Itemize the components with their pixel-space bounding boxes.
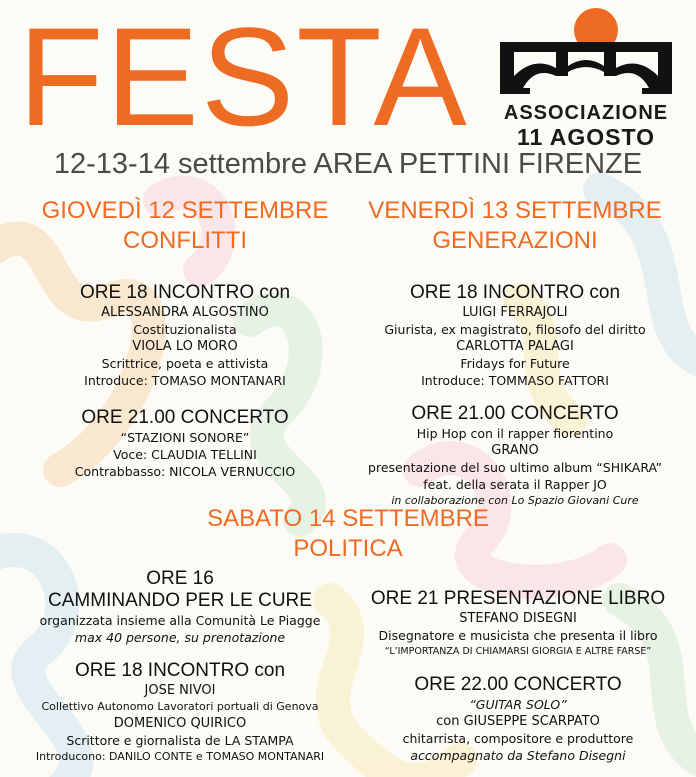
thursday-event2-line: Contrabbasso: NICOLA VERNUCCIO — [74, 464, 296, 479]
friday-column — [350, 196, 680, 509]
saturday-event4-line: con GIUSEPPE SCARPATO — [436, 714, 600, 729]
saturday-event2-line: DOMENICO QUIRICO — [113, 716, 247, 731]
saturday-event2-line: Collettivo Autonomo Lavoratori portuali di Genova — [41, 700, 319, 713]
thursday-event1-line: Introduce: TOMASO MONTANARI — [84, 373, 286, 388]
thursday-event1-line: Costituzionalista — [133, 322, 237, 337]
saturday-event2-line: Introducono: DANILO CONTE e TOMASO MONTANARI — [35, 750, 325, 763]
saturday-event4-line: accompagnato da Stefano Disegni — [410, 748, 626, 763]
saturday-heading — [0, 504, 696, 564]
saturday-left-column — [10, 568, 350, 765]
friday-event2-line: GRANO — [491, 443, 539, 458]
saturday-event2-line: JOSE NIVOI — [144, 683, 216, 698]
saturday-event2-head: ORE 18 INCONTRO con — [74, 660, 286, 681]
saturday-event3-head: ORE 21 PRESENTAZIONE LIBRO — [370, 588, 666, 609]
friday-event1-line: Giurista, ex magistrato, filosofo del diritto — [384, 322, 646, 337]
saturday-event3-line: STEFANO DISEGNI — [459, 611, 577, 626]
friday-day: VENERDÌ 13 SETTEMBRE — [368, 197, 662, 224]
saturday-event2-line: Scrittore e giornalista de LA STAMPA — [66, 733, 294, 748]
logo-line2: 11 AGOSTO — [516, 124, 656, 150]
bridge-sun-icon — [498, 6, 674, 98]
thursday-event1-head: ORE 18 INCONTRO con — [79, 282, 291, 303]
festa-title: FESTA — [18, 0, 469, 155]
saturday-event1-head: ORE 16 — [146, 568, 214, 589]
saturday-event4-head: ORE 22.00 CONCERTO — [414, 674, 622, 695]
friday-event2-line: presentazione del suo ultimo album “SHIKARA” — [368, 460, 662, 475]
association-logo — [498, 6, 674, 156]
thursday-day: GIOVEDÌ 12 SETTEMBRE — [41, 197, 329, 224]
saturday-event3-line: Disegnatore e musicista che presenta il libro — [378, 628, 658, 643]
thursday-event1-line: Scrittrice, poeta e attivista — [101, 356, 269, 371]
friday-event1-head: ORE 18 INCONTRO con — [409, 282, 621, 303]
friday-event1-line: LUIGI FERRAJOLI — [462, 305, 568, 320]
friday-event2-line: Hip Hop con il rapper fiorentino — [416, 426, 614, 441]
logo-line1: ASSOCIAZIONE — [503, 102, 669, 124]
saturday-event1-line: organizzata insieme alla Comunità Le Piagge — [39, 613, 321, 628]
saturday-event4-line: “GUITAR SOLO” — [469, 697, 567, 712]
friday-theme: GENERAZIONI — [432, 227, 598, 254]
friday-event1-line: CARLOTTA PALAGI — [456, 339, 574, 354]
thursday-column — [20, 196, 350, 480]
thursday-event1-line: VIOLA LO MORO — [132, 339, 238, 354]
saturday-event1-line: max 40 persone, su prenotazione — [74, 630, 286, 645]
friday-event1-line: Fridays for Future — [460, 356, 570, 371]
saturday-day: SABATO 14 SETTEMBRE — [207, 505, 489, 532]
friday-event2-head: ORE 21.00 CONCERTO — [411, 403, 619, 424]
saturday-theme: POLITICA — [293, 535, 403, 562]
friday-event1-line: Introduce: TOMMASO FATTORI — [421, 373, 609, 388]
saturday-event3-line: “L’IMPORTANZA DI CHIAMARSI GIORGIA E ALTRE FARSE” — [384, 646, 652, 657]
saturday-right-column — [350, 588, 686, 764]
friday-event2-line: feat. della serata il Rapper JO — [423, 477, 607, 492]
thursday-event2-head: ORE 21.00 CONCERTO — [81, 407, 289, 428]
thursday-theme: CONFLITTI — [123, 227, 247, 254]
friday-event2-line: in collaborazione con Lo Spazio Giovani Cure — [391, 494, 639, 507]
saturday-event1-title: CAMMINANDO PER LE CURE — [48, 590, 312, 611]
thursday-event2-line: “STAZIONI SONORE” — [120, 430, 250, 445]
thursday-event1-line: ALESSANDRA ALGOSTINO — [101, 305, 269, 320]
saturday-event4-line: chitarrista, compositore e produttore — [402, 731, 634, 746]
thursday-event2-line: Voce: CLAUDIA TELLINI — [113, 447, 257, 462]
dates-location: 12-13-14 settembre AREA PETTINI FIRENZE — [53, 148, 643, 180]
